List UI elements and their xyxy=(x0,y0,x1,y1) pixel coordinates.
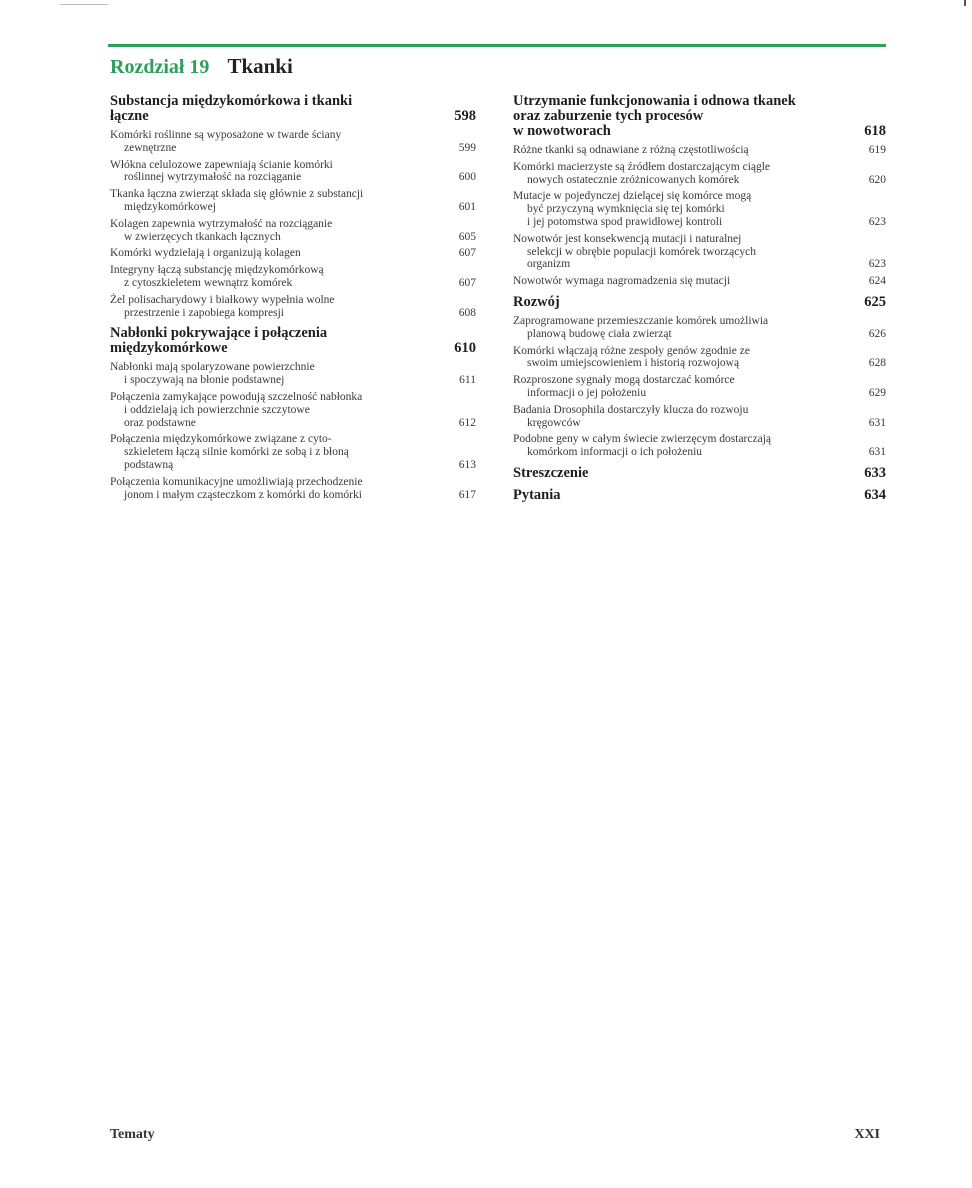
toc-entry-title: Żel polisacharydowy i białkowy wypełnia wolne przestrzenie i zapobiega kompresji xyxy=(110,293,335,319)
toc-entry xyxy=(513,144,886,157)
toc-entry-title: Integryny łączą substancję międzykomórkową z cytoszkieletem wewnątrz komórek xyxy=(110,264,324,289)
toc-entry xyxy=(110,294,476,320)
toc-entry-title: Komórki włączają różne zespoły genów zgodnie ze swoim umiejscowieniem i historią rozwojową xyxy=(513,344,750,370)
toc-entry xyxy=(110,476,476,502)
toc-entry xyxy=(110,391,476,429)
footer-section-name: Tematy xyxy=(110,1127,155,1142)
chapter-heading xyxy=(110,54,293,79)
toc-entry-title: Połączenia zamykające powodują szczelność nabłonka i oddzielają ich powierzchnie szczytowe oraz podstawne xyxy=(110,390,363,429)
toc-page-number: 623 xyxy=(868,258,886,271)
chapter-title: Tkanki xyxy=(227,54,293,78)
toc-section xyxy=(513,488,886,503)
toc-entry xyxy=(513,345,886,371)
page-number: XXI xyxy=(854,1127,880,1142)
toc-entry xyxy=(110,188,476,214)
chapter-label: Rozdział 19 xyxy=(110,56,210,78)
toc-entry-title: Komórki wydzielają i organizują kolagen xyxy=(110,247,301,260)
toc-entry-title: Włókna celulozowe zapewniają ścianie komórki roślinnej wytrzymałość na rozciąganie xyxy=(110,158,333,184)
toc-entry-title: Zaprogramowane przemieszczanie komórek umożliwia planową budowę ciała zwierząt xyxy=(513,314,769,340)
toc-entry xyxy=(513,233,886,271)
toc-entry-title: Tkanka łączna zwierząt składa się głównie z substancji międzykomórkowej xyxy=(110,188,364,213)
toc-page-number: 620 xyxy=(868,173,886,186)
toc-page-number: 624 xyxy=(868,275,886,288)
toc-page-number: 613 xyxy=(458,458,476,471)
toc-page-number: 631 xyxy=(868,446,886,459)
toc-entry xyxy=(110,159,476,185)
toc-entry xyxy=(110,264,476,290)
toc-page-number: 634 xyxy=(864,486,886,503)
toc-entry-title: Rozproszone sygnały mogą dostarczać komórce informacji o jej położeniu xyxy=(513,374,735,399)
toc-page-number: 599 xyxy=(458,141,476,154)
toc-entry xyxy=(513,161,886,187)
toc-entry-title: Nabłonki mają spolaryzowane powierzchnie i spoczywają na błonie podstawnej xyxy=(110,361,315,387)
toc-page-number: 626 xyxy=(868,327,886,340)
toc-entry xyxy=(110,247,476,260)
toc-right-column xyxy=(513,94,886,508)
toc-entry-title: Kolagen zapewnia wytrzymałość na rozciąganie w zwierzęcych tkankach łącznych xyxy=(110,217,333,243)
toc-entry xyxy=(110,361,476,387)
toc-page-number: 631 xyxy=(868,416,886,429)
toc-entry xyxy=(110,218,476,244)
toc-page-number: 628 xyxy=(868,357,886,370)
toc-section xyxy=(513,466,886,481)
toc-entry xyxy=(513,374,886,400)
toc-entry-title: Mutacje w pojedynczej dzielącej się komórce mogą być przyczyną wymknięcia się tej komórki i jej potomstwa spod prawidłowej kontroli xyxy=(513,190,752,228)
toc-entry xyxy=(513,315,886,341)
toc-entry-title: Podobne geny w całym świecie zwierzęcym dostarczają komórkom informacji o ich położeniu xyxy=(513,433,772,459)
toc-page-number: 610 xyxy=(454,340,476,357)
toc-entry-title: Komórki macierzyste są źródłem dostarczającym ciągle nowych ostatecznie zróżnicowanych komórek xyxy=(513,160,771,186)
toc-entry-title: Połączenia międzykomórkowe związane z cyto- szkieletem łączą silnie komórki ze sobą i z błoną podstawną xyxy=(110,433,349,471)
toc-entry xyxy=(110,433,476,471)
toc-page-number: 605 xyxy=(458,230,476,243)
toc-page-number: 607 xyxy=(458,276,476,289)
toc-entry-title: Badania Drosophila dostarczyły klucza do rozwoju kręgowców xyxy=(513,403,749,429)
toc-page-number: 623 xyxy=(868,215,886,228)
toc-section-title: Utrzymanie funkcjonowania i odnowa tkanek oraz zaburzenie tych procesów w nowotworach xyxy=(513,93,796,139)
toc-section xyxy=(513,94,886,139)
toc-page-number: 598 xyxy=(454,108,476,124)
toc-page-number: 619 xyxy=(868,144,886,156)
toc-section-title: Pytania xyxy=(513,486,561,503)
toc-page-number: 629 xyxy=(868,386,886,399)
toc-page-number: 611 xyxy=(459,374,476,387)
toc-left-column xyxy=(110,94,476,505)
toc-entry xyxy=(513,404,886,430)
toc-page-number: 600 xyxy=(458,171,476,184)
toc-page-number: 601 xyxy=(458,200,476,213)
toc-section-title: Rozwój xyxy=(513,293,560,310)
toc-page-number: 612 xyxy=(458,416,476,429)
toc-entry-title: Nowotwór wymaga nagromadzenia się mutacji xyxy=(513,275,731,288)
chapter-rule xyxy=(108,44,886,47)
toc-page-number: 608 xyxy=(458,306,476,319)
toc-entry-title: Różne tkanki są odnawiane z różną częstotliwością xyxy=(513,144,749,156)
toc-section-title: Nabłonki pokrywające i połączenia międzykomórkowe xyxy=(110,325,328,357)
toc-section xyxy=(513,295,886,310)
toc-page-number: 633 xyxy=(864,464,886,481)
toc-entry-title: Komórki roślinne są wyposażone w twarde ściany zewnętrzne xyxy=(110,129,342,154)
toc-page-number: 618 xyxy=(864,123,886,139)
toc-entry-title: Nowotwór jest konsekwencją mutacji i naturalnej selekcji w obrębie populacji komórek tworzących organizm xyxy=(513,232,756,271)
toc-section xyxy=(110,326,476,356)
toc-section-title: Streszczenie xyxy=(513,464,589,481)
toc-entry xyxy=(513,433,886,459)
toc-section xyxy=(110,94,476,124)
toc-section-title: Substancja międzykomórkowa i tkanki łączne xyxy=(110,93,353,124)
toc-entry xyxy=(513,275,886,288)
toc-entry xyxy=(110,129,476,155)
toc-page-number: 607 xyxy=(458,247,476,260)
toc-page-number: 625 xyxy=(864,293,886,310)
toc-page-number: 617 xyxy=(458,488,476,501)
scan-mark xyxy=(60,4,108,5)
toc-entry-title: Połączenia komunikacyjne umożliwiają przechodzenie jonom i małym cząsteczkom z komórki do komórki xyxy=(110,475,363,501)
scan-mark xyxy=(964,0,966,6)
toc-entry xyxy=(513,190,886,228)
